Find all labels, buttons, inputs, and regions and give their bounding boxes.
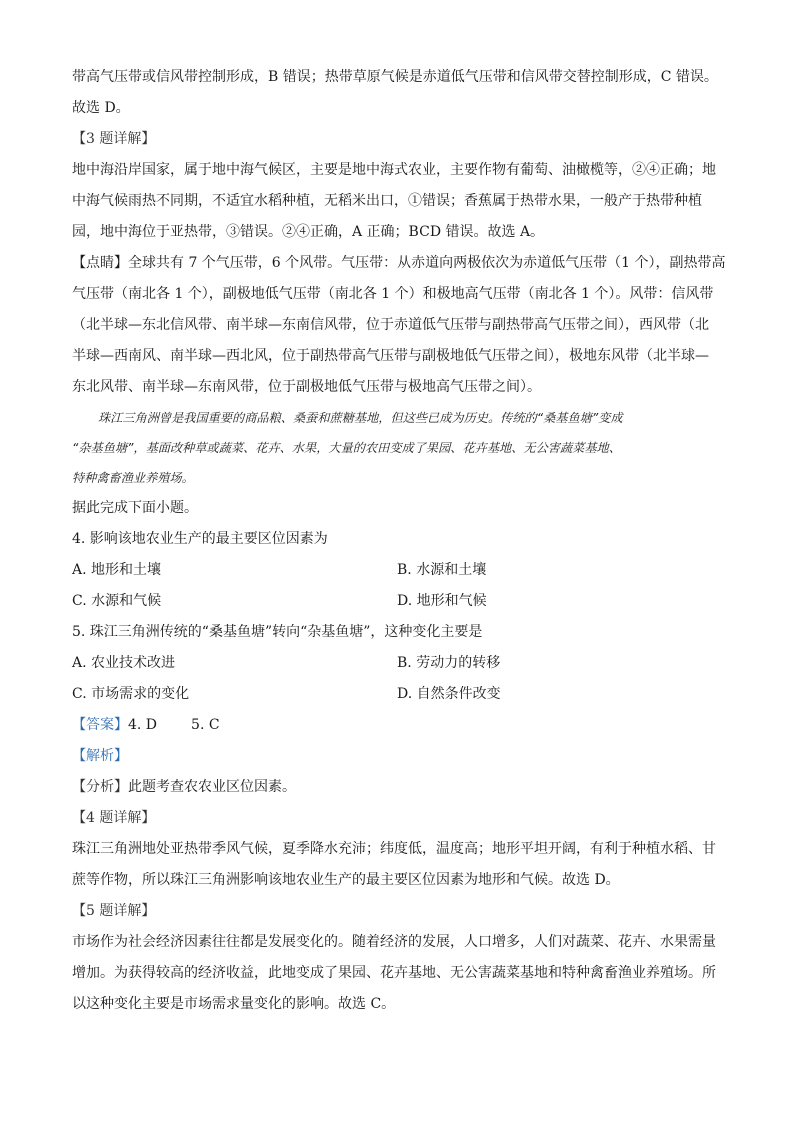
text-line: 半球—西南风、南半球—西北风，位于副热带高气压带与副极地低气压带之间），极地东风带（北半球— (72, 348, 709, 364)
question-4-options-row (72, 555, 726, 586)
option-a: A. 地形和土壤 (72, 562, 162, 578)
question-5-stem: 5. 珠江三角洲传统的“桑基鱼塘”转向“杂基鱼塘”，这种变化主要是 (72, 624, 483, 640)
text-line: 蔗等作物，所以珠江三角洲影响该地农业生产的最主要区位因素为地形和气候。故选 D。 (72, 872, 620, 888)
option-c: C. 水源和气候 (72, 593, 162, 609)
section-heading: 【4 题详解】 (72, 810, 156, 826)
answer-label: 【答案】 (72, 717, 128, 733)
question-4-options-row (72, 586, 726, 617)
fenxi-text: 此题考查农农业区位因素。 (128, 779, 296, 795)
text-line: 中海气候雨热不同期，不适宜水稻种植，无稻米出口，①错误；香蕉属于热带水果，一般产于热带种植 (72, 193, 702, 209)
option-b: B. 劳动力的转移 (397, 655, 501, 671)
text-line: （北半球—东北信风带、南半球—东南信风带，位于赤道低气压带与副热带高气压带之间），西风带（北 (72, 317, 709, 333)
instruction: 据此完成下面小题。 (72, 500, 198, 516)
text-line: 地中海沿岸国家，属于地中海气候区，主要是地中海式农业，主要作物有葡萄、油橄榄等，②④正确；地 (72, 162, 716, 178)
answer-line (72, 710, 726, 741)
option-a: A. 农业技术改进 (72, 655, 176, 671)
passage-line: “杂基鱼塘”，基面改种草或蔬菜、花卉、水果，大量的农田变成了果园、花卉基地、无公害蔬菜基地、 (72, 441, 621, 455)
option-d: D. 自然条件改变 (397, 686, 501, 702)
reading-passage (72, 403, 726, 493)
text-line: 增加。为获得较高的经济收益，此地变成了果园、花卉基地、无公害蔬菜基地和特种禽畜渔业养殖场。所 (72, 965, 716, 981)
text-line: 东北风带、南半球—东南风带，位于副极地低气压带与极地高气压带之间）。 (72, 379, 541, 395)
section-heading: 【5 题详解】 (72, 903, 156, 919)
section-heading: 【3 题详解】 (72, 131, 156, 147)
text-line: 珠江三角洲地处亚热带季风气候，夏季降水充沛；纬度低，温度高；地形平坦开阔，有利于种植水稻、甘 (72, 841, 716, 857)
answer-4: 4. D (128, 717, 158, 733)
answer-5: 5. C (191, 717, 220, 733)
text-line: 园，地中海位于亚热带，③错误。②④正确，A 正确；BCD 错误。故选 A。 (72, 224, 545, 240)
passage-line: 特种禽畜渔业养殖场。 (72, 471, 194, 485)
text-line: 以这种变化主要是市场需求量变化的影响。故选 C。 (72, 996, 396, 1012)
document-page (72, 62, 726, 1020)
question-5-options-row (72, 679, 726, 710)
analysis-summary (72, 772, 726, 803)
analysis-label: 【解析】 (72, 748, 128, 764)
passage-line: 珠江三角洲曾是我国重要的商品粮、桑蚕和蔗糖基地，但这些已成为历史。传统的“桑基鱼塘”变成 (98, 411, 623, 425)
option-d: D. 地形和气候 (397, 593, 487, 609)
option-c: C. 市场需求的变化 (72, 686, 190, 702)
text-line: 带高气压带或信风带控制形成，B 错误；热带草原气候是赤道低气压带和信风带交替控制形成，C 错误。 (72, 69, 718, 85)
text-line: 气压带（南北各 1 个），副极地低气压带（南北各 1 个）和极地高气压带（南北各 1 个）。风带：信风带 (72, 286, 714, 302)
fenxi-label: 【分析】 (72, 779, 128, 795)
text-line: 故选 D。 (72, 100, 130, 116)
text-line: 市场作为社会经济因素往往都是发展变化的。随着经济的发展，人口增多，人们对蔬菜、花卉、水果需量 (72, 934, 716, 950)
question-5-options-row (72, 648, 726, 679)
text-line: 【点睛】全球共有 7 个气压带，6 个风带。气压带：从赤道向两极依次为赤道低气压带（1 个），副热带高 (72, 255, 726, 271)
option-b: B. 水源和土壤 (397, 562, 487, 578)
question-4-stem: 4. 影响该地农业生产的最主要区位因素为 (72, 531, 328, 547)
